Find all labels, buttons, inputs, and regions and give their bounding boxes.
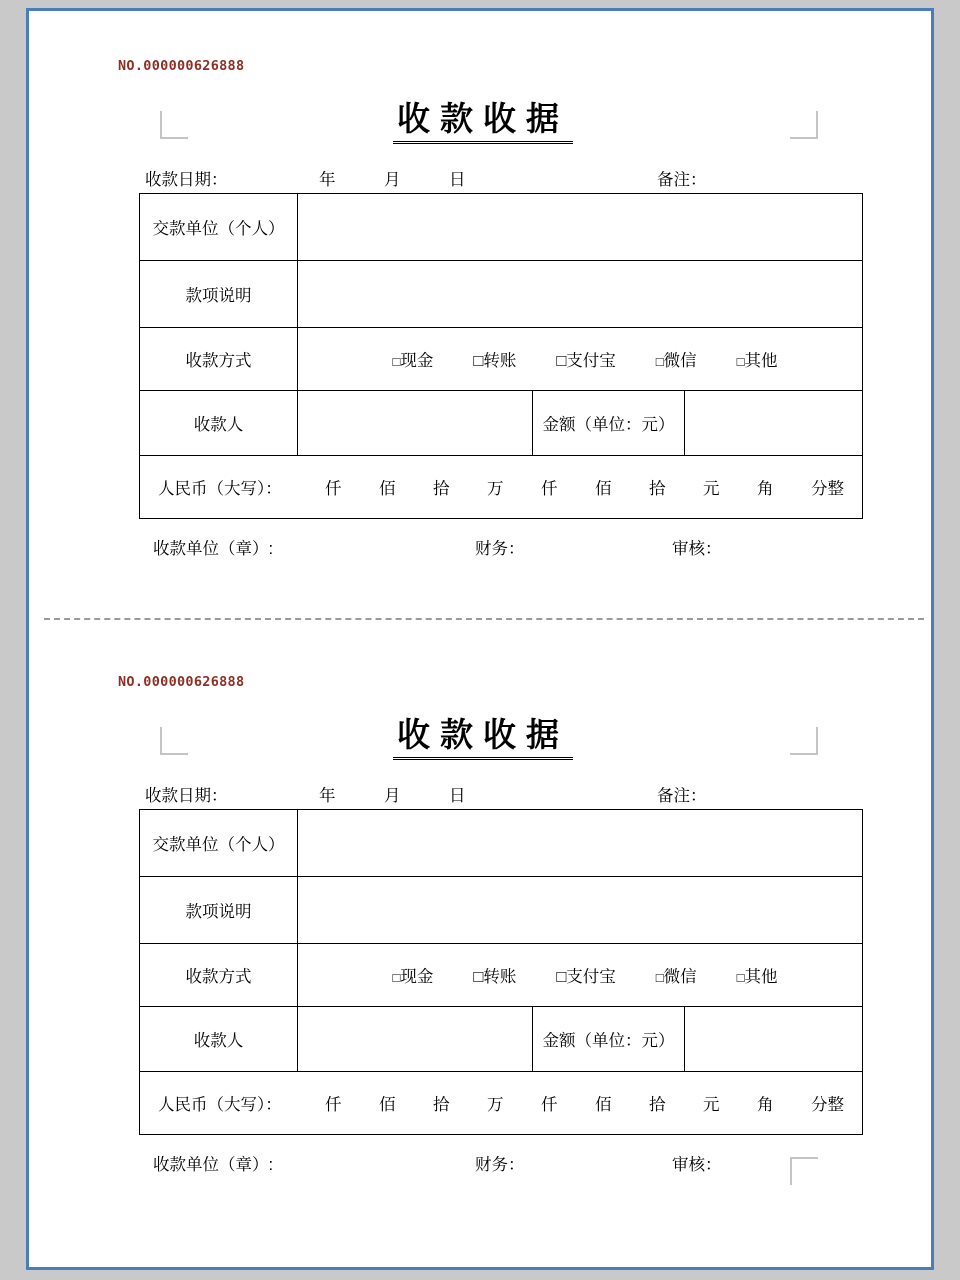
date-year-unit: 年	[319, 171, 336, 189]
payment-method-label: 收款方式	[140, 328, 298, 391]
receipt-title-wrap	[32, 100, 934, 144]
payee-label: 收款人	[140, 391, 298, 456]
checkbox-cash-box-icon: □	[392, 970, 401, 985]
corner-mark-footer-icon	[790, 1157, 818, 1185]
checkbox-transfer-label: 转账	[483, 352, 517, 370]
capital-amount-cell	[140, 456, 863, 519]
table-row-capital-amount	[140, 1072, 863, 1135]
capital-unit-shi-wan: 拾	[433, 480, 450, 498]
date-label: 收款日期：	[145, 787, 228, 805]
amount-value-field[interactable]	[685, 391, 863, 456]
checkbox-transfer-box-icon: □	[473, 968, 484, 986]
payer-label: 交款单位（个人）	[140, 810, 298, 877]
payment-method-options	[298, 328, 863, 391]
page-title: 收款收据	[393, 100, 573, 144]
amount-value-field[interactable]	[685, 1007, 863, 1072]
signature-line	[32, 535, 934, 559]
capital-unit-fen: 分整	[811, 480, 844, 498]
serial-number-top: NO.000000626888	[118, 58, 245, 74]
checkbox-cash[interactable]	[393, 963, 434, 987]
capital-unit-yuan: 元	[703, 480, 720, 498]
capital-amount-cell	[140, 1072, 863, 1135]
checkbox-cash-label: 现金	[400, 352, 434, 370]
payee-value-field[interactable]	[298, 391, 533, 456]
date-day-unit: 日	[449, 171, 466, 189]
checkbox-alipay-label: 支付宝	[566, 352, 616, 370]
payee-label: 收款人	[140, 1007, 298, 1072]
remark-label: 备注：	[657, 787, 707, 805]
capital-unit-qian: 仟	[541, 480, 558, 498]
finance-label: 财务：	[475, 540, 525, 558]
capital-unit-wan: 万	[487, 480, 504, 498]
audit-label: 审核：	[672, 1156, 722, 1174]
date-month-unit: 月	[384, 171, 401, 189]
capital-unit-shi-wan: 拾	[433, 1096, 450, 1114]
payment-method-list	[298, 347, 862, 371]
checkbox-other-box-icon: □	[736, 970, 745, 985]
receipt-form-table	[139, 809, 863, 1135]
table-row-payment-method	[140, 944, 863, 1007]
checkbox-other[interactable]	[737, 347, 778, 371]
page-title: 收款收据	[393, 716, 573, 760]
capital-unit-wan: 万	[487, 1096, 504, 1114]
checkbox-alipay[interactable]	[556, 347, 615, 371]
receipt-form-table	[139, 193, 863, 519]
capital-unit-bai-wan: 佰	[379, 480, 396, 498]
remark-label: 备注：	[657, 171, 707, 189]
table-row-capital-amount	[140, 456, 863, 519]
amount-label: 金额（单位：元）	[533, 1007, 685, 1072]
serial-number-top: NO.000000626888	[118, 674, 245, 690]
capital-amount-row	[140, 1072, 862, 1134]
capital-unit-list	[325, 475, 844, 499]
seal-label: 收款单位（章）:	[153, 540, 274, 558]
checkbox-transfer-box-icon: □	[473, 352, 484, 370]
checkbox-other-label: 其他	[744, 352, 778, 370]
checkbox-wechat-label: 微信	[663, 352, 697, 370]
payer-label: 交款单位（个人）	[140, 194, 298, 261]
table-row-payment-method	[140, 328, 863, 391]
checkbox-transfer[interactable]	[473, 963, 516, 987]
date-day-unit: 日	[449, 787, 466, 805]
checkbox-wechat-label: 微信	[663, 968, 697, 986]
capital-unit-shi: 拾	[649, 480, 666, 498]
capital-unit-bai: 佰	[595, 1096, 612, 1114]
description-label: 款项说明	[140, 261, 298, 328]
table-row-description	[140, 877, 863, 944]
capital-unit-qian-wan: 仟	[325, 1096, 342, 1114]
checkbox-alipay-box-icon: □	[556, 352, 567, 370]
perforation-cut-line	[44, 618, 924, 620]
checkbox-wechat[interactable]	[656, 963, 697, 987]
date-label: 收款日期：	[145, 171, 228, 189]
capital-amount-row	[140, 456, 862, 518]
receipt-title-wrap	[32, 716, 934, 760]
date-month-unit: 月	[384, 787, 401, 805]
capital-unit-jiao: 角	[757, 1096, 774, 1114]
capital-unit-fen: 分整	[811, 1096, 844, 1114]
checkbox-transfer[interactable]	[473, 347, 516, 371]
table-row-payee	[140, 1007, 863, 1072]
checkbox-wechat[interactable]	[656, 347, 697, 371]
capital-unit-qian: 仟	[541, 1096, 558, 1114]
capital-unit-yuan: 元	[703, 1096, 720, 1114]
date-line	[32, 166, 934, 190]
capital-unit-list	[325, 1091, 844, 1115]
checkbox-alipay-label: 支付宝	[566, 968, 616, 986]
capital-unit-qian-wan: 仟	[325, 480, 342, 498]
amount-label: 金额（单位：元）	[533, 391, 685, 456]
capital-unit-bai-wan: 佰	[379, 1096, 396, 1114]
checkbox-other-box-icon: □	[736, 354, 745, 369]
checkbox-alipay-box-icon: □	[556, 968, 567, 986]
date-year-unit: 年	[319, 787, 336, 805]
payee-value-field[interactable]	[298, 1007, 533, 1072]
document-page	[26, 8, 934, 1270]
payment-method-label: 收款方式	[140, 944, 298, 1007]
capital-unit-jiao: 角	[757, 480, 774, 498]
table-row-payer	[140, 194, 863, 261]
capital-amount-label: 人民币（大写）：	[158, 1096, 282, 1114]
table-row-payer	[140, 810, 863, 877]
payment-method-list	[298, 963, 862, 987]
payer-value-field[interactable]	[298, 810, 863, 877]
checkbox-wechat-box-icon: □	[655, 970, 664, 985]
table-row-description	[140, 261, 863, 328]
description-value-field[interactable]	[298, 261, 863, 328]
checkbox-other-label: 其他	[744, 968, 778, 986]
checkbox-alipay[interactable]	[556, 963, 615, 987]
payment-method-options	[298, 944, 863, 1007]
capital-unit-bai: 佰	[595, 480, 612, 498]
page-content-area	[29, 11, 931, 1267]
description-label: 款项说明	[140, 877, 298, 944]
checkbox-other[interactable]	[737, 963, 778, 987]
checkbox-cash-box-icon: □	[392, 354, 401, 369]
checkbox-transfer-label: 转账	[483, 968, 517, 986]
description-value-field[interactable]	[298, 877, 863, 944]
date-line	[32, 782, 934, 806]
audit-label: 审核：	[672, 540, 722, 558]
capital-unit-shi: 拾	[649, 1096, 666, 1114]
capital-amount-label: 人民币（大写）：	[158, 480, 282, 498]
finance-label: 财务：	[475, 1156, 525, 1174]
checkbox-wechat-box-icon: □	[655, 354, 664, 369]
payer-value-field[interactable]	[298, 194, 863, 261]
seal-label: 收款单位（章）:	[153, 1156, 274, 1174]
checkbox-cash-label: 现金	[400, 968, 434, 986]
table-row-payee	[140, 391, 863, 456]
checkbox-cash[interactable]	[393, 347, 434, 371]
